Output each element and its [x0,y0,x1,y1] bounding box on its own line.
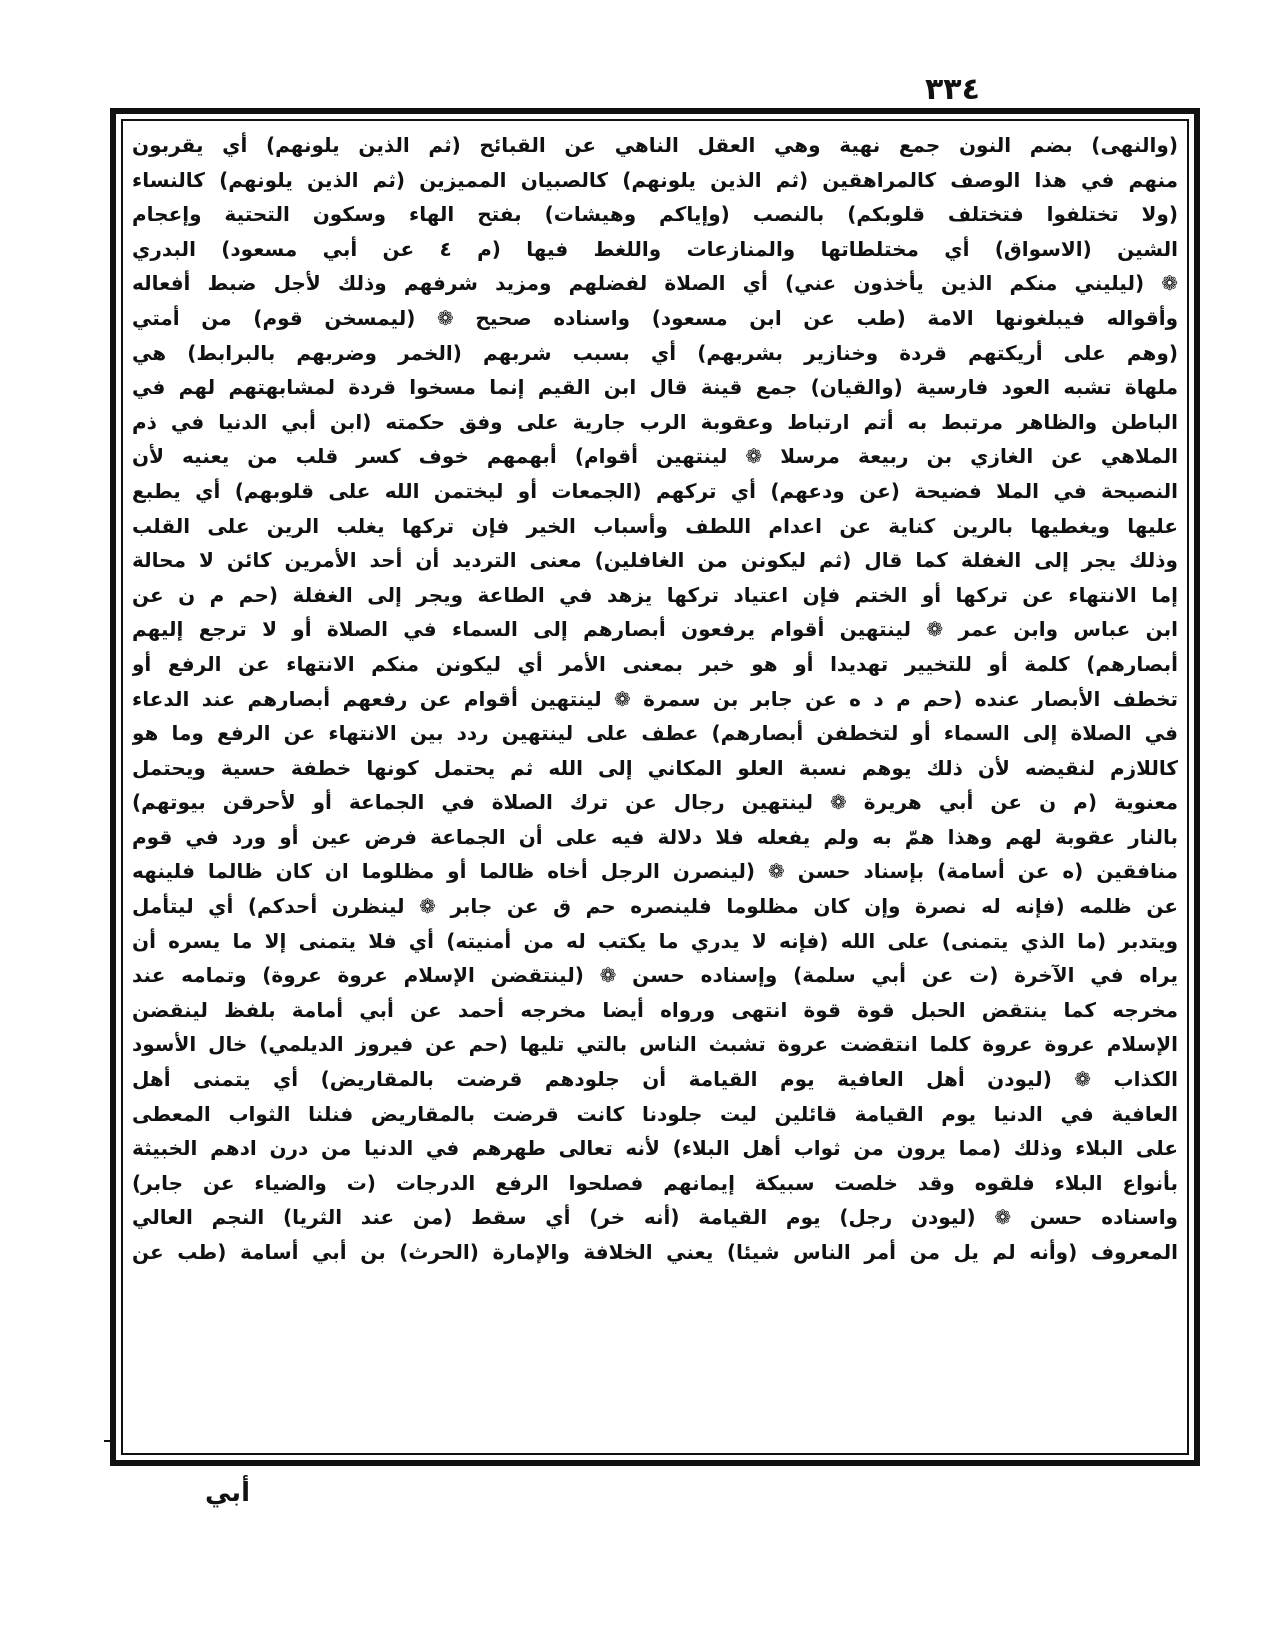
text-line: ملهاة تشبه العود فارسية (والقيان) جمع قينة قال ابن القيم إنما مسخوا قردة لمشابهتهم لهم في [132,375,1178,400]
text-line: منهم في هذا الوصف كالمراهقين (ثم الذين يلونهم) كالصبيان المميزين (ثم الذين يلونهم) كالنساء [132,167,1178,192]
text-line: (والنهى) بضم النون جمع نهية وهي العقل الناهي عن القبائح (ثم الذين يلونهم) أي يقربون [132,133,1178,157]
text-line: بأنواع البلاء فلقوه وقد خلصت سبيكة إيمانهم فصلحوا الرفع الدرجات (ت والضياء عن جابر) [132,1170,1178,1195]
text-line: العافية في الدنيا يوم القيامة قائلين ليت جلودنا كانت قرضت بالمقاريض فنلنا الثواب المعطى [132,1101,1178,1126]
text-line: الباطن والظاهر مرتبط به أتم ارتباط وعقوبة الرب جارية على وفق حكمته (ابن أبي الدنيا في ذم [132,409,1178,434]
text-line: مخرجه كما ينتقض الحبل قوة قوة انتهى ورواه أيضا مخرجه أحمد عن أبي أمامة بلفظ لينقضن [132,997,1178,1022]
text-line: منافقين (ه عن أسامة) بإسناد حسن ❁ (لينصرن الرجل أخاه ظالما أو مظلوما ان كان ظالما فلينهه [132,859,1178,884]
text-line: وأقواله فيبلغونها الامة (طب عن ابن مسعود) واسناده صحيح ❁ (ليمسخن قوم) من أمتي [132,305,1178,330]
page-number: ٣٣٤ [925,72,980,107]
text-line: الشين (الاسواق) أي مختلطاتها والمنازعات واللغط فيها (م ٤ عن أبي مسعود) البدري [132,236,1178,261]
text-line: الكذاب ❁ (ليودن أهل العافية يوم القيامة أن جلودهم قرضت بالمقاريض) أي يتمنى أهل [132,1067,1178,1092]
text-line: أبصارهم) كلمة أو للتخيير تهديدا أو هو خبر بمعنى الأمر أي ليكونن منكم الانتهاء عن الرفع أو [132,651,1178,676]
text-line: في الصلاة إلى السماء أو لتخطفن أبصارهم) عطف على لينتهين ردد بين الانتهاء عن الرفع وما هو [132,721,1178,746]
text-line: معنوية (م ن عن أبي هريرة ❁ لينتهين رجال عن ترك الصلاة في الجماعة أو لأحرقن بيوتهم) [132,790,1178,815]
text-line: ❁ (ليليني منكم الذين يأخذون عني) أي الصلاة لفضلهم ومزيد شرفهم وذلك لأجل ضبط أفعاله [132,271,1178,296]
text-line: بالنار عقوبة لهم وهذا همّ به ولم يفعله فلا دلالة فيه على أن الجماعة فرض عين أو ورد في قوم [132,824,1178,849]
text-line: الملاهي عن الغازي بن ربيعة مرسلا ❁ لينتهين أقوام) أبهمهم خوف كسر قلب من يعنيه لأن [132,444,1178,469]
text-line: وذلك يجر إلى الغفلة كما قال (ثم ليكونن من الغافلين) معنى الترديد أن أحد الأمرين كائن لا محالة [132,548,1178,573]
text-line: عن ظلمه (فإنه له نصرة وإن كان مظلوما فلينصره حم ق عن جابر ❁ لينظرن أحدكم) أي ليتأمل [132,894,1178,919]
text-line: ابن عباس وابن عمر ❁ لينتهين أقوام يرفعون أبصارهم إلى السماء في الصلاة أو لا ترجع إليهم [132,617,1178,642]
text-line: عليها ويغطيها بالرين كناية عن اعدام اللطف وأسباب الخير فإن تركها يغلب الرين على القلب [132,513,1178,538]
text-line: (وهم على أريكتهم قردة وخنازير بشربهم) أي بسبب شربهم (الخمر وضربهم بالبرابط) هي [132,340,1178,365]
text-line: على البلاء وذلك (مما يرون من ثواب أهل البلاء) لأنه تعالى طهرهم في الدنيا من درن ادهم الخبيثة [132,1136,1178,1161]
main-text-block [132,128,1178,1448]
text-line: ويتدبر (ما الذي يتمنى) على الله (فإنه لا يدري ما يكتب له من أمنيته) أي فلا يتمنى إلا ما يسره أن [132,928,1178,953]
text-line: الإسلام عروة عروة كلما انتقضت عروة تشبث الناس بالتي تليها (حم عن فيروز الديلمي) خال الأسود [132,1032,1178,1057]
text-line: المعروف (وأنه لم يل من أمر الناس شيئا) يعني الخلافة والإمارة (الحرث) بن أبي أسامة (طب عن [132,1240,1178,1264]
text-line: النصيحة في الملا فضيحة (عن ودعهم) أي تركهم (الجمعات أو ليختمن الله على قلوبهم) أي يطبع [132,478,1178,503]
text-line: واسناده حسن ❁ (ليودن رجل) يوم القيامة (أنه خر) أي سقط (من عند الثريا) النجم العالي [132,1205,1178,1230]
text-line: إما الانتهاء عن تركها أو الختم فإن اعتياد تركها يزهد في الطاعة ويجر إلى الغفلة (حم م ن عن [132,582,1178,607]
text-line: يراه في الآخرة (ت عن أبي سلمة) وإسناده حسن ❁ (لينتقضن الإسلام عروة عروة) وتمامه عند [132,963,1178,988]
margin-mark [104,1440,114,1442]
catchword: أبي [205,1478,250,1508]
text-line: كاللازم لنقيضه لأن ذلك يوهم نسبة العلو المكاني إلى الله ثم يحتمل كونها خطفة حسية ويحتمل [132,755,1178,780]
text-line: تخطف الأبصار عنده (حم م د ه عن جابر بن سمرة ❁ لينتهين أقوام عن رفعهم أبصارهم عند الدعاء [132,686,1178,711]
text-line: (ولا تختلفوا فتختلف قلوبكم) بالنصب (وإياكم وهيشات) بفتح الهاء وسكون التحتية وإعجام [132,202,1178,227]
